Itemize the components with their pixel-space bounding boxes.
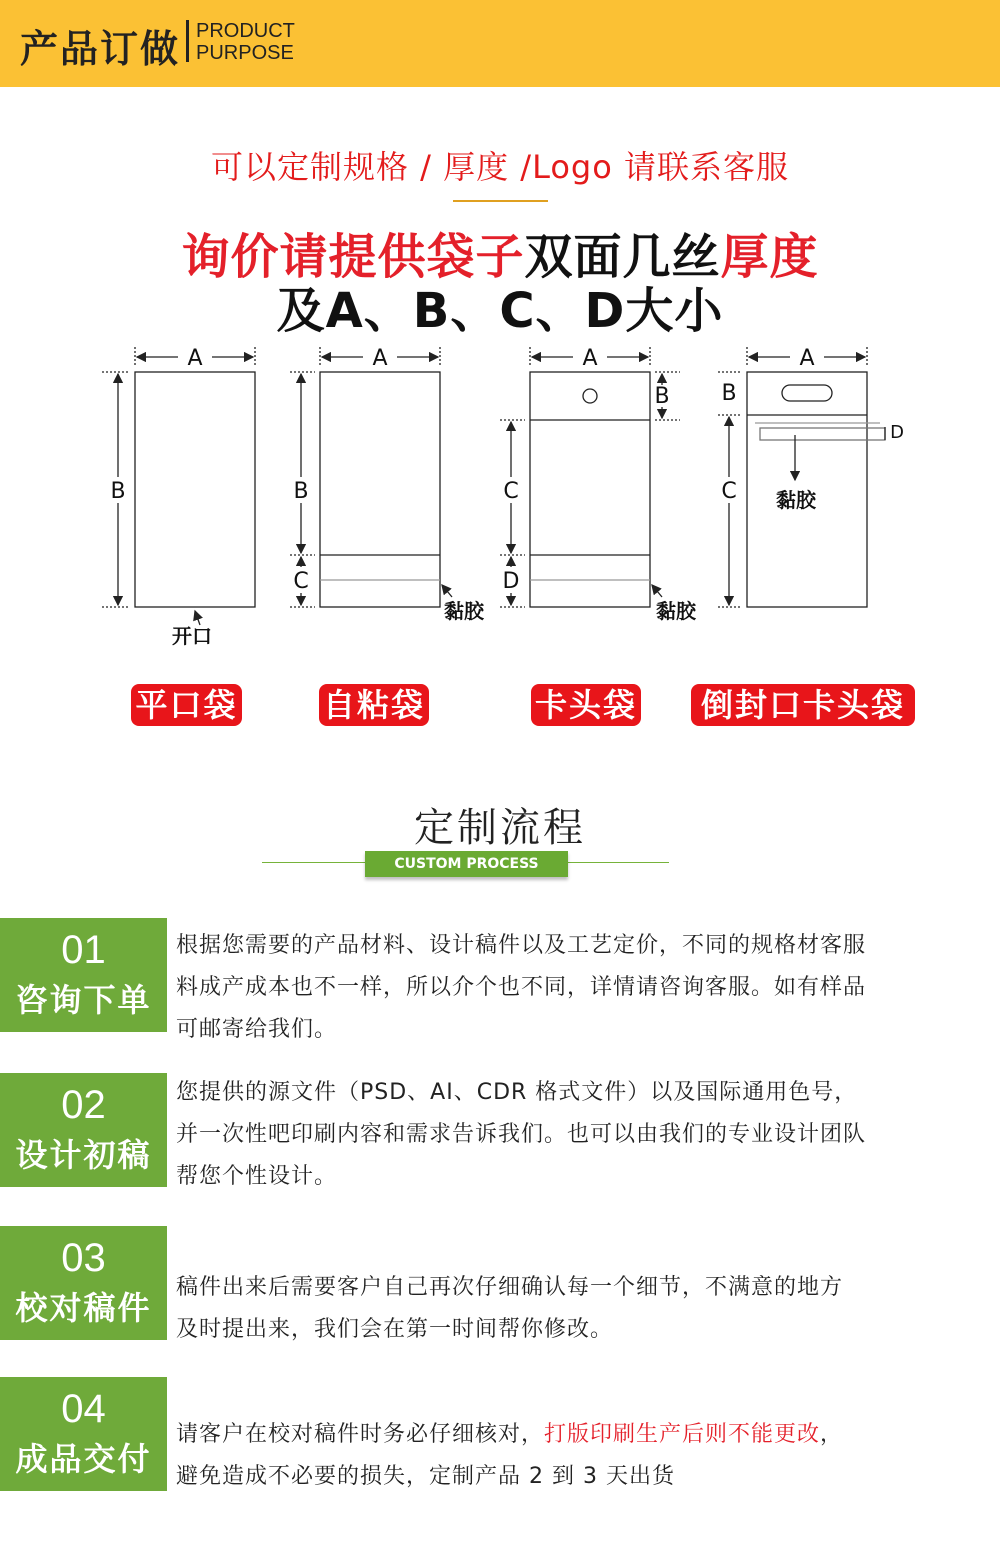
- step-number: 01: [61, 928, 106, 972]
- bag-dimension-diagram: [100, 335, 910, 655]
- step-line: 帮您个性设计。: [176, 1164, 338, 1189]
- dim-label-a: A: [799, 346, 815, 371]
- note-underline: [453, 200, 548, 202]
- step-name: 设计初稿: [15, 1136, 152, 1174]
- tag-reverse-seal-header-bag: 倒封口卡头袋: [691, 684, 915, 726]
- step-line: 根据您需要的产品材料、设计稿件以及工艺定价，不同的规格材客服: [176, 933, 867, 958]
- header-title-en-2: PURPOSE: [196, 42, 294, 64]
- step-4-text: [176, 1414, 956, 1498]
- step-line: 您提供的源文件（PSD、AI、CDR 格式文件）以及国际通用色号，: [176, 1080, 858, 1105]
- step-line: [176, 1414, 956, 1456]
- dim-label-d: D: [890, 422, 904, 443]
- dim-label-b: B: [654, 384, 670, 409]
- step-name: 咨询下单: [15, 981, 152, 1019]
- glue-label: 黏胶: [656, 599, 696, 623]
- banner-line-2: 及A、B、C、D大小: [276, 283, 724, 339]
- step-line: 料成产成本也不一样，所以介个也不同，详情请咨询客服。如有样品: [176, 975, 867, 1000]
- step-line-part: 请客户在校对稿件时务必仔细核对，: [176, 1422, 545, 1447]
- step-line-highlight: 打版印刷生产后则不能更改: [544, 1422, 821, 1447]
- header-title-cn: 产品订做: [20, 27, 181, 71]
- step-1-text: [176, 925, 956, 1051]
- dim-label-a: A: [372, 346, 388, 371]
- dim-label-c: C: [503, 479, 519, 504]
- step-number: 04: [61, 1387, 106, 1431]
- banner-black: 双面几丝: [524, 229, 721, 285]
- dim-label-d: D: [502, 569, 520, 594]
- step-2-text: [176, 1072, 956, 1198]
- step-name: 校对稿件: [15, 1289, 152, 1327]
- step-number: 03: [61, 1236, 106, 1280]
- step-line: 及时提出来，我们会在第一时间帮你修改。: [176, 1317, 614, 1342]
- dim-label-b: B: [293, 479, 309, 504]
- step-name: 成品交付: [15, 1440, 152, 1478]
- banner-red-b: 厚度: [720, 229, 819, 285]
- process-title: 定制流程: [414, 805, 586, 851]
- glue-label: 黏胶: [444, 599, 484, 623]
- process-line-right: [560, 862, 669, 863]
- opening-label: 开口: [172, 624, 212, 648]
- header-divider: [186, 20, 189, 62]
- banner-red-a: 询价请提供袋子: [181, 229, 525, 285]
- dim-label-b: B: [110, 479, 126, 504]
- process-subtitle: CUSTOM PROCESS: [365, 851, 568, 877]
- dim-label-a: A: [187, 346, 203, 371]
- dim-label-b: B: [721, 381, 737, 406]
- glue-label: 黏胶: [776, 488, 816, 512]
- step-line: 可邮寄给我们。: [176, 1017, 338, 1042]
- customization-note: 可以定制规格 / 厚度 /Logo 请联系客服: [211, 148, 789, 186]
- tag-flat-bag: 平口袋: [131, 684, 242, 726]
- step-line-part: ，: [820, 1422, 844, 1447]
- step-2-badge: [0, 1073, 167, 1187]
- page-header: [0, 0, 1000, 87]
- dim-label-c: C: [721, 479, 737, 504]
- step-line: 并一次性吧印刷内容和需求告诉我们。也可以由我们的专业设计团队: [176, 1122, 867, 1147]
- step-line: 避免造成不必要的损失，定制产品 2 到 3 天出货: [176, 1464, 675, 1489]
- step-3-badge: [0, 1226, 167, 1340]
- tag-header-bag: 卡头袋: [531, 684, 641, 726]
- dim-label-a: A: [582, 346, 598, 371]
- process-line-left: [262, 862, 372, 863]
- step-3-text: [176, 1267, 956, 1351]
- step-4-badge: [0, 1377, 167, 1491]
- tag-self-seal-bag: 自粘袋: [319, 684, 429, 726]
- dim-label-c: C: [293, 569, 309, 594]
- step-number: 02: [61, 1083, 106, 1127]
- step-line: 稿件出来后需要客户自己再次仔细确认每一个细节，不满意的地方: [176, 1275, 844, 1300]
- step-1-badge: [0, 918, 167, 1032]
- header-title-en-1: PRODUCT: [196, 20, 295, 42]
